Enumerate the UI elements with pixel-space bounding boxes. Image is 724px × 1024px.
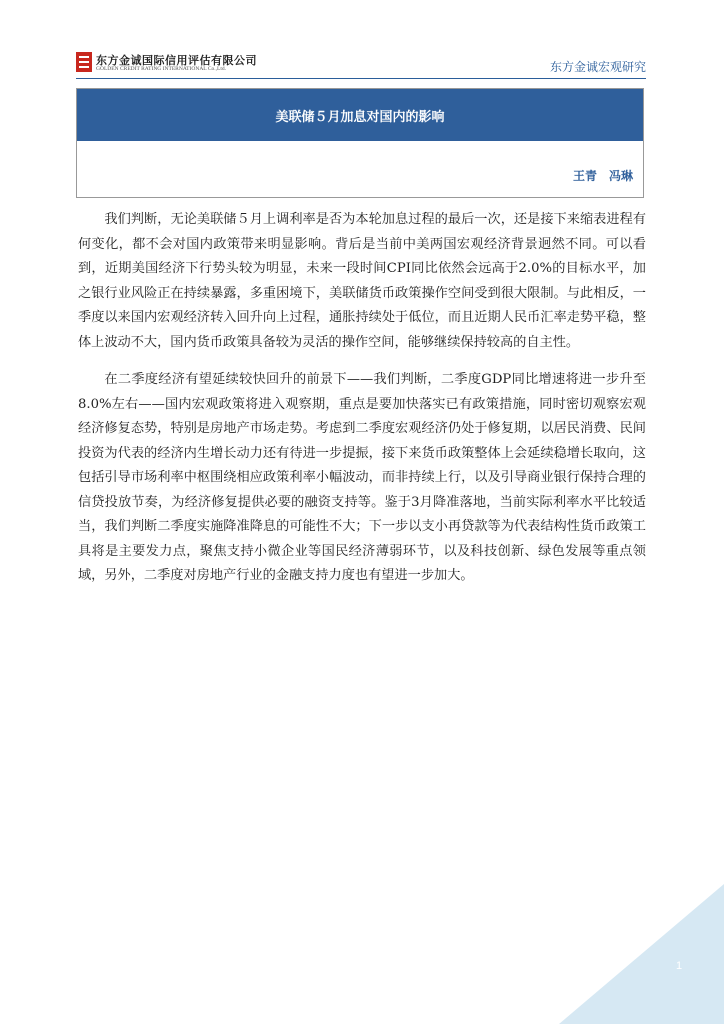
authors [573, 167, 633, 184]
article-body [78, 208, 646, 602]
body-paragraph: 在二季度经济有望延续较快回升的前景下——我们判断，二季度GDP同比增速将进一步升至8.0%左右——国内宏观政策将进入观察期，重点是要加快落实已有政策措施，同时密切观察宏观经济修复态势，特别是房地产市场走势。考虑到二季度宏观经济仍处于修复期，以居民消费、民间投资为代表的经济内生增长动力还有待进一步提振，接下来货币政策整体上会延续稳增长取向，这包括引导市场利率中枢围绕相应政策利率小幅波动，而非持续上行，以及引导商业银行保持合理的信贷投放节奏，为经济修复提供必要的融资支持等。鉴于3月降准落地，当前实际利率水平比较适当，我们判断二季度实施降准降息的可能性不大；下一步以支小再贷款等为代表结构性货币政策工具将是主要发力点，聚焦支持小微企业等国民经济薄弱环节，以及科技创新、绿色发展等重点领域，另外，二季度对房地产行业的金融支持力度也有望进一步加大。 [78, 372, 646, 583]
company-name-cn: 东方金诚国际信用评估有限公司 [96, 54, 257, 67]
corner-decoration [559, 884, 724, 1024]
title-box [76, 88, 644, 198]
company-name-en: GOLDEN CREDIT RATING INTERNATIONAL Co.,Ltd. [96, 66, 227, 72]
header-divider [76, 78, 646, 79]
article-title: 美联储５月加息对国内的影响 [77, 89, 643, 141]
series-title: 东方金诚宏观研究 [549, 60, 646, 74]
body-paragraph: 我们判断，无论美联储５月上调利率是否为本轮加息过程的最后一次，还是接下来缩表进程有何变化，都不会对国内政策带来明显影响。背后是当前中美两国宏观经济背景迥然不同。可以看到，近期美国经济下行势头较为明显，未来一段时间CPI同比依然会远高于2.0%的目标水平，加之银行业风险正在持续暴露，多重困境下，美联储货币政策操作空间受到很大限制。与此相反，一季度以来国内宏观经济转入回升向上过程，通胀持续处于低位，而且近期人民币汇率走势平稳，整体上波动不大，国内货币政策具备较为灵活的操作空间，能够继续保持较高的自主性。 [78, 212, 646, 350]
company-logo-icon [76, 52, 92, 72]
author-name: 王青 [572, 169, 597, 183]
author-name: 冯琳 [608, 169, 633, 183]
page-header [76, 48, 646, 78]
page-number: 1 [676, 960, 683, 972]
